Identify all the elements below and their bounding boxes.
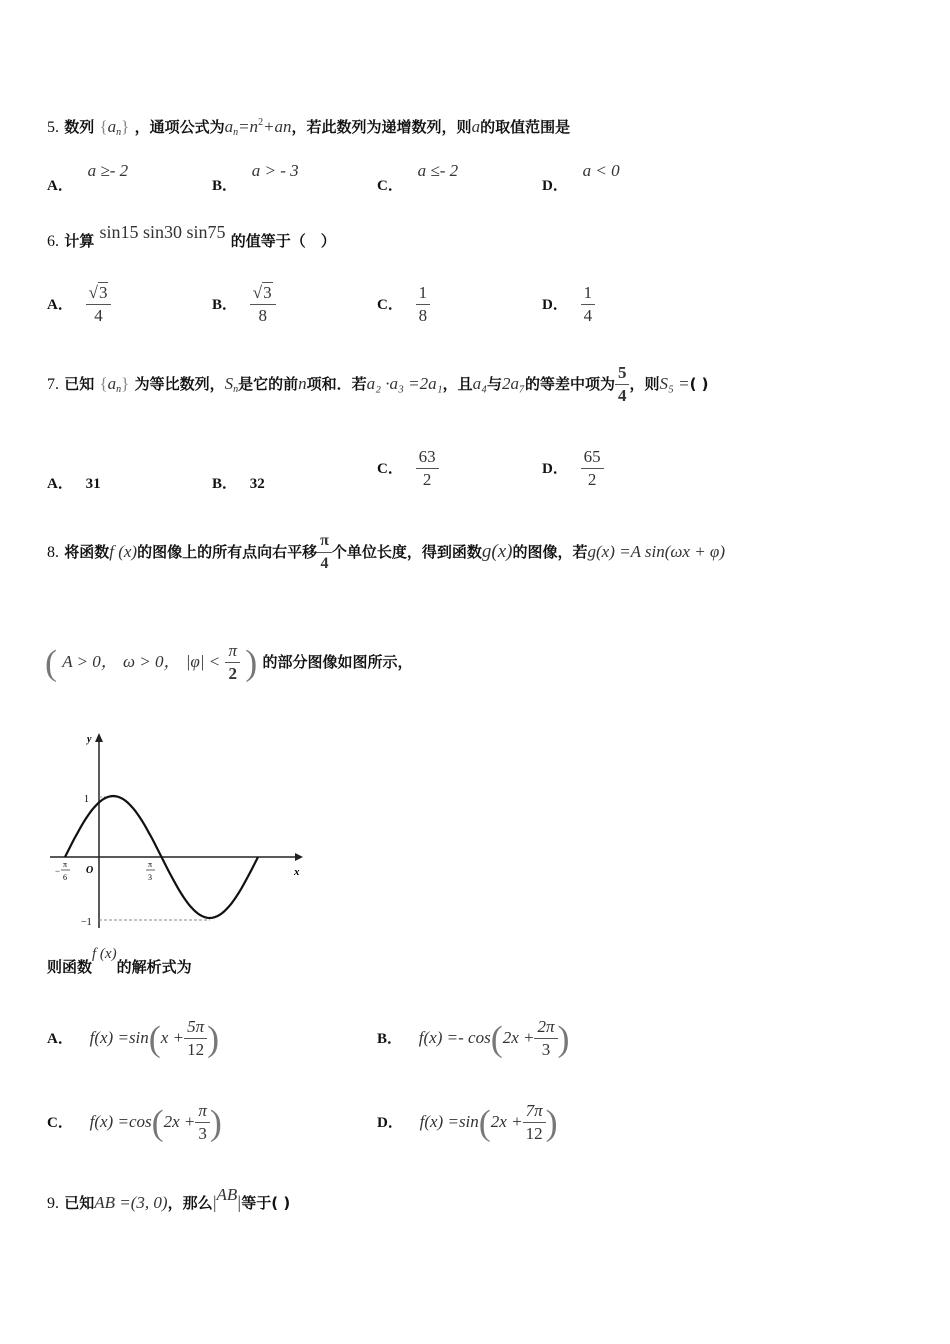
question-8-prompt: 则函数f (x)的解析式为 bbox=[47, 946, 192, 976]
y-axis-arrow bbox=[95, 733, 103, 742]
y-tick-minus-1: −1 bbox=[81, 917, 92, 928]
question-7-option-b[interactable]: B． 32 bbox=[212, 476, 265, 492]
question-5-option-c[interactable]: C． a ≤- 2 bbox=[377, 161, 459, 194]
question-8-conditions: ( A > 0， ω > 0， |φ| < $\frac{\pi}{2}$ ) 的部分图像如图所示， bbox=[45, 641, 413, 683]
question-7-option-c[interactable]: C． $\frac{63}{2}$ bbox=[377, 446, 439, 491]
question-number: 5. bbox=[47, 119, 59, 136]
question-6-option-c[interactable]: C． $\frac{1}{8}$ bbox=[377, 282, 430, 327]
question-7-option-a[interactable]: A． 31 bbox=[47, 476, 101, 492]
y-axis-label: y bbox=[87, 734, 92, 745]
question-5-stem: 5. 数列 $\{a_n\}$ ，通项公式为$a_n=n^2+an$，若此数列为递增数列，则a的取值范围是 bbox=[47, 117, 571, 138]
question-8-stem: 8. 将函数f (x)的图像上的所有点向右平移 $\frac{\pi}{4}$ 个单位长度，得到函数g(x)的图像，若g(x) =A sin(ωx + φ) bbox=[47, 532, 726, 572]
question-5-option-d[interactable]: D． a < 0 bbox=[542, 161, 620, 194]
question-8-option-d[interactable]: D． f(x) =sin(2x + $\frac{7\pi}{12}$ ) bbox=[377, 1101, 558, 1143]
x-tick-left-num: π bbox=[63, 860, 68, 869]
question-7-option-d[interactable]: D． $\frac{65}{2}$ bbox=[542, 446, 604, 491]
x-tick-left-den: 6 bbox=[63, 873, 67, 882]
origin-label: O bbox=[86, 865, 94, 876]
question-number: 9. bbox=[47, 1195, 59, 1212]
question-8-option-a[interactable]: A． f(x) =sin(x + $\frac{5\pi}{12}$ ) bbox=[47, 1017, 220, 1059]
question-7-stem: 7. 已知 $\{a_n\}$ 为等比数列，$S_n$是它的前n项和．若a₂ ·a₃ =2a₁，且a₄与2a₇的等差中项为 $\frac{5}{4}$ ，则S₅ =( ) bbox=[47, 363, 709, 405]
question-6-option-d[interactable]: D． $\frac{1}{4}$ bbox=[542, 282, 595, 327]
question-5-option-b[interactable]: B． a > - 3 bbox=[212, 161, 299, 194]
sine-graph bbox=[45, 728, 310, 938]
question-8-option-b[interactable]: B． f(x) =- cos(2x + $\frac{2\pi}{3}$ ) bbox=[377, 1017, 570, 1059]
question-9-stem: 9. 已知AB =(3, 0)，那么|AB|等于( ) bbox=[47, 1185, 291, 1212]
question-6-stem: 6. 计算 sin15 sin30 sin75 的值等于（ ） bbox=[47, 222, 336, 250]
y-tick-1: 1 bbox=[84, 794, 89, 805]
question-6-option-a[interactable]: A． $\frac{√3}{4}$ bbox=[47, 282, 111, 327]
question-8-option-c[interactable]: C． f(x) =cos(2x + $\frac{\pi}{3}$ ) bbox=[47, 1101, 222, 1143]
x-tick-right-den: 3 bbox=[148, 873, 152, 882]
question-6-option-b[interactable]: B． $\frac{√3}{8}$ bbox=[212, 282, 276, 327]
question-number: 8. bbox=[47, 544, 59, 561]
x-axis-arrow bbox=[295, 853, 303, 861]
x-tick-right-num: π bbox=[148, 860, 153, 869]
question-5-option-a[interactable]: A． a ≥- 2 bbox=[47, 161, 129, 194]
x-axis-label: x bbox=[294, 866, 300, 878]
question-number: 6. bbox=[47, 233, 59, 250]
x-tick-left-sign: − bbox=[55, 866, 61, 876]
question-number: 7. bbox=[47, 376, 59, 393]
